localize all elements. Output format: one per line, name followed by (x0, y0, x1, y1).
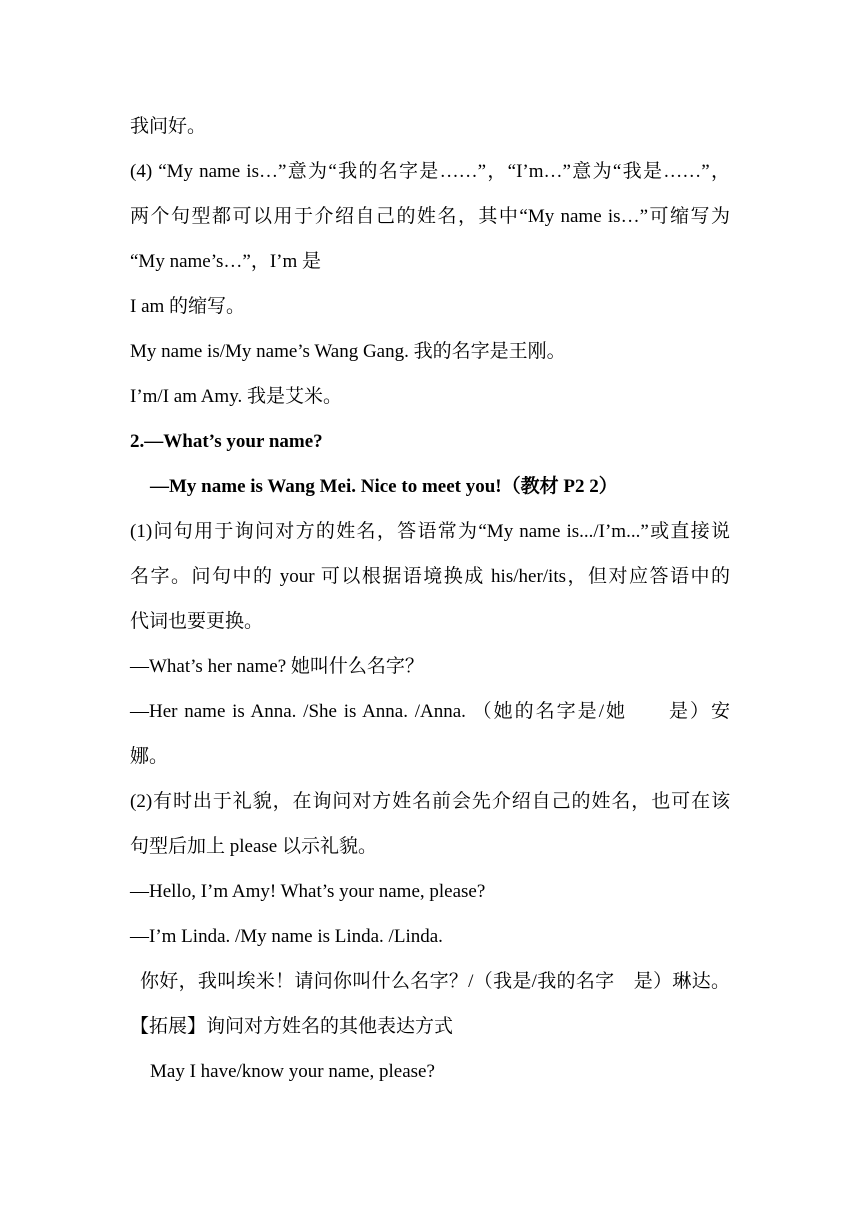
text-line-note-2: (2)有时出于礼貌，在询问对方姓名前会先介绍自己的姓名，也可在该 (130, 791, 730, 812)
example-wang-gang: My name is/My name’s Wang Gang. 我的名字是王刚。 (130, 341, 566, 362)
example-amy-question: —Hello, I’m Amy! What’s your name, please? (130, 881, 486, 902)
extension-example: May I have/know your name, please? (150, 1061, 435, 1082)
text-line-note-1-cont: 名字。问句中的 your 可以根据语境换成 his/her/its，但对应答语中的 (130, 566, 730, 587)
example-linda-answer: —I’m Linda. /My name is Linda. /Linda. (130, 926, 443, 947)
example-translation: 你好，我叫埃米！请问你叫什么名字？/（我是/我的名字 是）琳达。 (140, 971, 730, 992)
example-her-name-answer: —Her name is Anna. /She is Anna. /Anna. （她的名字是/她 是）安 (130, 701, 730, 722)
text-line-note-4: (4) “My name is…”意为“我的名字是……”，“I’m…”意为“我是……”， (130, 161, 730, 182)
text-line-i-am: I am 的缩写。 (130, 296, 246, 317)
example-her-name-question: —What’s her name? 她叫什么名字？ (130, 656, 424, 677)
text-line-contraction: “My name’s…”，I’m 是 (130, 251, 322, 272)
example-amy: I’m/I am Amy. 我是艾米。 (130, 386, 342, 407)
text-line-note-2-cont: 句型后加上 please 以示礼貌。 (130, 836, 377, 857)
text-line-note-4-cont: 两个句型都可以用于介绍自己的姓名，其中“My name is…”可缩写为 (130, 206, 730, 227)
text-line-greeting-end: 我问好。 (130, 116, 207, 137)
example-her-name-answer-end: 娜。 (130, 746, 169, 767)
text-line-note-1-end: 代词也要更换。 (130, 611, 264, 632)
section-heading-2: 2.—What’s your name? (130, 431, 323, 452)
extension-heading: 【拓展】询问对方姓名的其他表达方式 (130, 1016, 454, 1037)
section-heading-2-answer: —My name is Wang Mei. Nice to meet you!（教材 P2 2） (150, 476, 618, 497)
text-line-note-1: (1)问句用于询问对方的姓名，答语常为“My name is.../I’m...”或直接说 (130, 521, 730, 542)
